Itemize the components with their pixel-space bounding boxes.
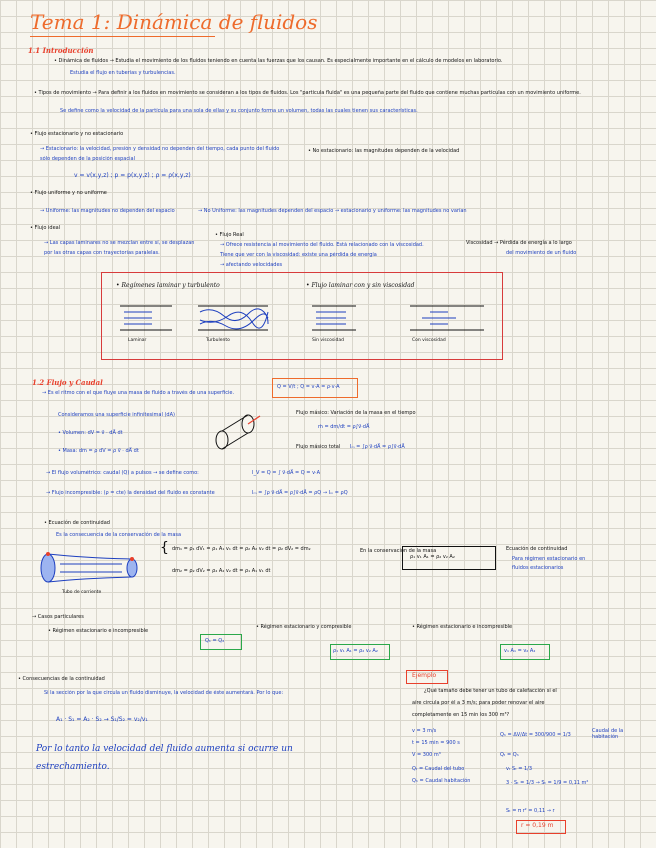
intro-line-1: • Dinámica de fluidos → Estudia el movimiento de los fluidos teniendo en cuenta las fuerzas que los causan. Es especialmente importante en el cálculo de modelos en laboratorio. xyxy=(54,58,503,64)
consequences-heading: • Consecuencias de la continuidad xyxy=(18,676,105,682)
case-3: • Régimen estacionario e incompresible xyxy=(412,624,513,630)
example-data-qh: Qₕ = Caudal habitación xyxy=(412,778,471,784)
consequences-line-1: Si la sección por la que circula un fluido disminuye, la velocidad de éste aumentará. Por lo que: xyxy=(44,690,284,696)
continuity-name: Ecuación de continuidad xyxy=(506,546,568,552)
continuity-eq-1: dm₁ = ρ₁ dV₁ = ρ₁ A₁ v₁ dt = ρ₂ A₂ v₂ dt = ρ₂ dV₂ = dm₂ xyxy=(172,546,311,552)
caudal-flujo-masico-eq: ṁ = dm/dt = ρ∫v⃗·dA⃗ xyxy=(318,424,370,430)
caudal-box-eq: Q = V/t ; Q = v·A = ρ·v·A xyxy=(277,384,340,390)
case-2: • Régimen estacionario y compresible xyxy=(256,624,352,630)
continuity-result: ρ₁ v₁ A₁ = ρ₂ v₂ A₂ xyxy=(410,554,455,560)
example-formula-1: Qₕ = ΔV/Δt = 300/900 = 1/3 xyxy=(500,732,571,738)
example-formula-4: 3 · Sₜ = 1/3 → Sₜ = 1/9 = 0,11 m² xyxy=(506,780,589,786)
continuity-heading: • Ecuación de continuidad xyxy=(44,520,110,526)
continuity-name-2: Para régimen estacionario en xyxy=(512,556,586,562)
regimes-figure xyxy=(112,296,492,342)
flow-ideal-2: por las otras capas con trayectorias paralelas. xyxy=(44,250,160,256)
flow-ideal-1: → Las capas laminares no se mezclan entre sí, se desplazan xyxy=(44,240,195,246)
flow-real-3: → afectando velocidades xyxy=(220,262,283,268)
example-q1: ¿Qué tamaño debe tener un tubo de calefacción si el xyxy=(424,688,557,694)
example-data-v: v = 3 m/s xyxy=(412,728,437,734)
example-q2: aire circula por él a 3 m/s; para poder renovar el aire xyxy=(412,700,545,706)
flow-stationary-1: → Estacionario: la velocidad, presión y densidad no dependen del tiempo, cada punto del fluido xyxy=(40,146,280,152)
example-data-V: V = 300 m³ xyxy=(412,752,441,758)
flow-uniform-2: → No Uniforme: las magnitudes dependen del espacio → estacionario y uniforme: las magnitudes no varían xyxy=(198,208,467,214)
continuity-name-3: fluidos estacionarios xyxy=(512,565,564,571)
pipe-element-figure xyxy=(208,412,264,452)
caudal-line-3-eq: I_V = Q = ∫ v⃗·dA⃗ = Q = v·A xyxy=(252,470,321,476)
example-formula-1-note: Caudal de la habitación xyxy=(592,728,624,740)
case-2-eq: ρ₁ v₁ A₁ = ρ₂ v₂ A₂ xyxy=(333,648,378,654)
flow-stationary-2: sólo dependen de la posición espacial xyxy=(40,156,135,162)
conclusion-line-1: Por lo tanto la velocidad del fluido aumenta si ocurre un xyxy=(36,744,293,754)
regimes-heading-1: • Regímenes laminar y turbulento xyxy=(116,282,220,289)
viscosity-def: Viscosidad → Pérdida de energía a lo largo xyxy=(466,240,572,246)
case-1: • Régimen estacionario e incompresible xyxy=(48,628,149,634)
flow-uniform-heading: • Flujo uniforme y no uniforme xyxy=(30,190,107,196)
caudal-flujo-masico: Flujo másico: Variación de la masa en el tiempo xyxy=(296,410,416,416)
label-sin-viscosidad: Sin viscosidad xyxy=(312,338,344,343)
case-1-eq: Q₁ = Q₂ xyxy=(205,638,225,644)
flow-uniform-1: → Uniforme: las magnitudes no dependen del espacio xyxy=(40,208,175,214)
flow-ideal-heading: • Flujo ideal xyxy=(30,225,61,231)
caudal-volume: • Volumen: dV = v⃗ · dA⃗ dt xyxy=(58,430,123,436)
caudal-line-1: → Es el ritmo con el que fluye una masa de fluido a través de una superficie. xyxy=(42,390,235,396)
intro-line-4: Se define como la velocidad de la partícula para una sola de ellas y su conjunto forma un volumen, todas las cuales tienen sus características. xyxy=(60,108,418,114)
continuity-sub: Es la consecuencia de la conservación de la masa xyxy=(56,532,182,538)
viscosity-def-2: del movimiento de un fluido xyxy=(506,250,577,256)
caudal-line-4-eq: Iₘ = ∫ρ v⃗·dA⃗ = ρ∫v⃗·dA⃗ = ρQ → Iₘ = ρQ xyxy=(252,490,348,496)
example-data-t: t = 15 min = 900 s xyxy=(412,740,460,746)
example-answer: r = 0,19 m xyxy=(521,822,554,829)
regimes-heading-2: • Flujo laminar con y sin viscosidad xyxy=(306,282,415,289)
flow-real-2: Tiene que ver con la viscosidad: existe una pérdida de energía xyxy=(220,252,377,258)
continuity-brace: { xyxy=(160,540,169,556)
section-1-2-heading: 1.2 Flujo y Caudal xyxy=(32,378,103,387)
example-formula-2: Qₜ = Qₕ xyxy=(500,752,519,758)
example-data-qt: Qₜ = Caudal del tubo xyxy=(412,766,465,772)
caudal-flujo-total-eq: Iₘ = ∫ρ v⃗·dA⃗ = ρ∫v⃗·dA⃗ xyxy=(350,444,405,450)
example-q3: completamente en 15 min los 300 m³? xyxy=(412,712,510,718)
flow-real-heading: • Flujo Real xyxy=(215,232,244,238)
case-3-eq: v₁ A₁ = v₂ A₂ xyxy=(504,648,536,654)
stream-tube-figure xyxy=(36,548,146,588)
flow-stationary-heading: • Flujo estacionario y no estacionario xyxy=(30,131,124,137)
flow-stationary-eq: v = v(x,y,z) ; p = p(x,y,z) ; ρ = ρ(x,y,z) xyxy=(74,172,191,179)
label-con-viscosidad: Con viscosidad xyxy=(412,338,446,343)
caudal-flujo-total: Flujo másico total xyxy=(296,444,341,450)
label-turbulento: Turbulento xyxy=(206,338,230,343)
caudal-mass: • Masa: dm = ρ dV = ρ v⃗ · dA⃗ dt xyxy=(58,448,139,454)
page-title: Tema 1: Dinámica de fluidos xyxy=(30,10,318,34)
consequences-eq: A₁ · S₁ = A₂ · S₂ → S₁/S₂ = v₂/v₁ xyxy=(56,716,148,723)
flow-real-1: → Ofrece resistencia al movimiento del fluido. Está relacionado con la viscosidad. xyxy=(220,242,424,248)
stream-tube-label: Tubo de corriente xyxy=(62,590,102,595)
title-underline xyxy=(30,36,215,37)
example-formula-3: vₜ Sₜ = 1/3 xyxy=(506,766,533,772)
example-formula-5: Sₜ = π r² = 0,11 → r xyxy=(506,808,555,814)
label-laminar: Laminar xyxy=(128,338,147,343)
conclusion-line-2: estrechamiento. xyxy=(36,762,110,772)
continuity-mid: En la conservación de la masa xyxy=(360,548,437,554)
intro-line-3: • Tipos de movimiento → Para definir a los fluidos en movimiento se consideran a los tipos de fluidos. Los "partícula fluida" es una pequeña parte del fluido que contiene muchas partículas con un movimiento uniforme. xyxy=(34,90,581,96)
section-1-1-heading: 1.1 Introducción xyxy=(28,46,94,55)
intro-line-2: Estudia el flujo en tuberías y turbulencias. xyxy=(70,70,176,76)
flow-nonstationary: • No estacionario: las magnitudes dependen de la velocidad xyxy=(308,148,460,154)
caudal-line-3: → El flujo volumétrico: caudal (Q) a pulsos → se define como: xyxy=(46,470,199,476)
caudal-line-2: Consideramos una superficie infinitesimal (dA) xyxy=(58,412,175,418)
caudal-line-4: → Flujo incompresible: (ρ = cte) la densidad del fluido es constante xyxy=(46,490,215,496)
cases-heading: → Casos particulares xyxy=(32,614,84,620)
continuity-eq-2: dm₂ = ρ₂ dV₂ = ρ₂ A₂ v₂ dt = ρ₁ A₁ v₁ dt xyxy=(172,568,271,574)
example-tag: Ejemplo xyxy=(412,672,437,679)
